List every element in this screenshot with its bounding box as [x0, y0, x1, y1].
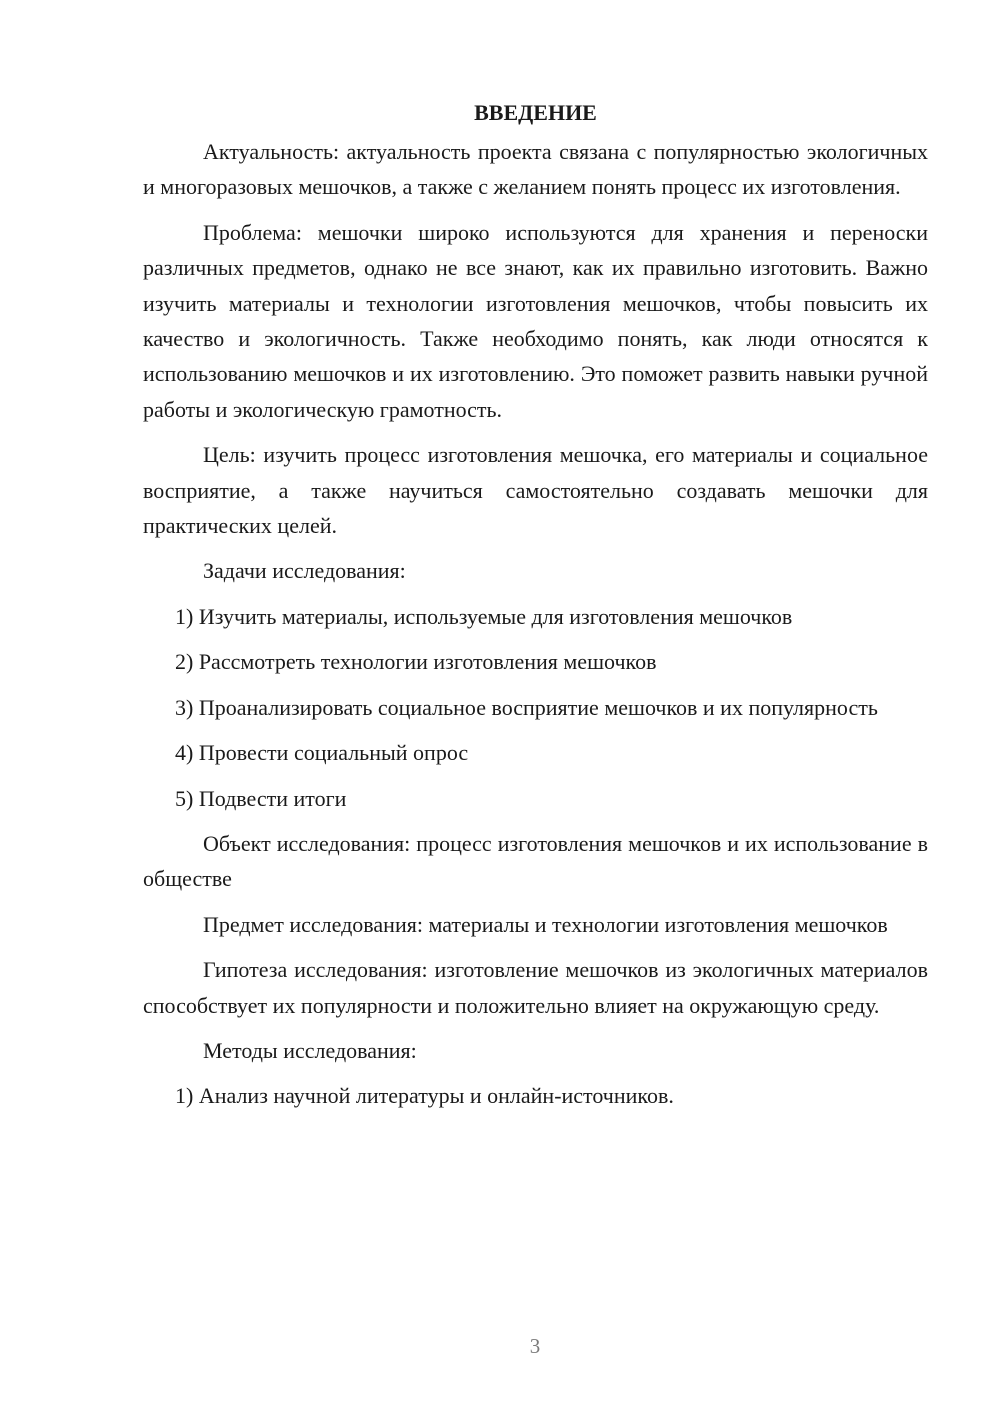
document-body [143, 95, 928, 1124]
task-item: 3) Проанализировать социальное восприятие мешочков и их популярность [175, 694, 878, 720]
method-item: 1) Анализ научной литературы и онлайн-источников. [175, 1083, 674, 1109]
problem-paragraph: Проблема: мешочки широко используются для хранения и переноски различных предметов, однако не все знают, как их правильно изготовить. Важно изучить материалы и технологии изготовления мешочков, чтобы повысить их качество и экологичность. Также необходимо понять, как люди относятся к использованию мешочков и их изготовлению. Это поможет развить навыки ручной работы и экологическую грамотность. [143, 219, 928, 422]
task-item: 2) Рассмотреть технологии изготовления мешочков [175, 649, 657, 675]
relevance-paragraph: Актуальность: актуальность проекта связана с популярностью экологичных и многоразовых мешочков, а также с желанием понять процесс их изготовления. [143, 139, 928, 200]
task-item: 1) Изучить материалы, используемые для изготовления мешочков [175, 603, 793, 629]
task-item: 4) Провести социальный опрос [175, 740, 469, 766]
goal-paragraph: Цель: изучить процесс изготовления мешочка, его материалы и социальное восприятие, а также научиться самостоятельно создавать мешочки для практических целей. [143, 442, 928, 539]
research-methods-heading: Методы исследования: [203, 1037, 417, 1063]
section-title: ВВЕДЕНИЕ [474, 100, 597, 125]
research-subject-paragraph: Предмет исследования: материалы и технологии изготовления мешочков [203, 911, 888, 937]
research-hypothesis-paragraph: Гипотеза исследования: изготовление мешочков из экологичных материалов способствует их популярности и положительно влияет на окружающую среду. [143, 957, 928, 1018]
page-number: 3 [529, 1334, 541, 1358]
research-object-paragraph: Объект исследования: процесс изготовления мешочков и их использование в обществе [143, 830, 928, 892]
tasks-heading: Задачи исследования: [203, 558, 406, 584]
task-item: 5) Подвести итоги [175, 785, 347, 811]
